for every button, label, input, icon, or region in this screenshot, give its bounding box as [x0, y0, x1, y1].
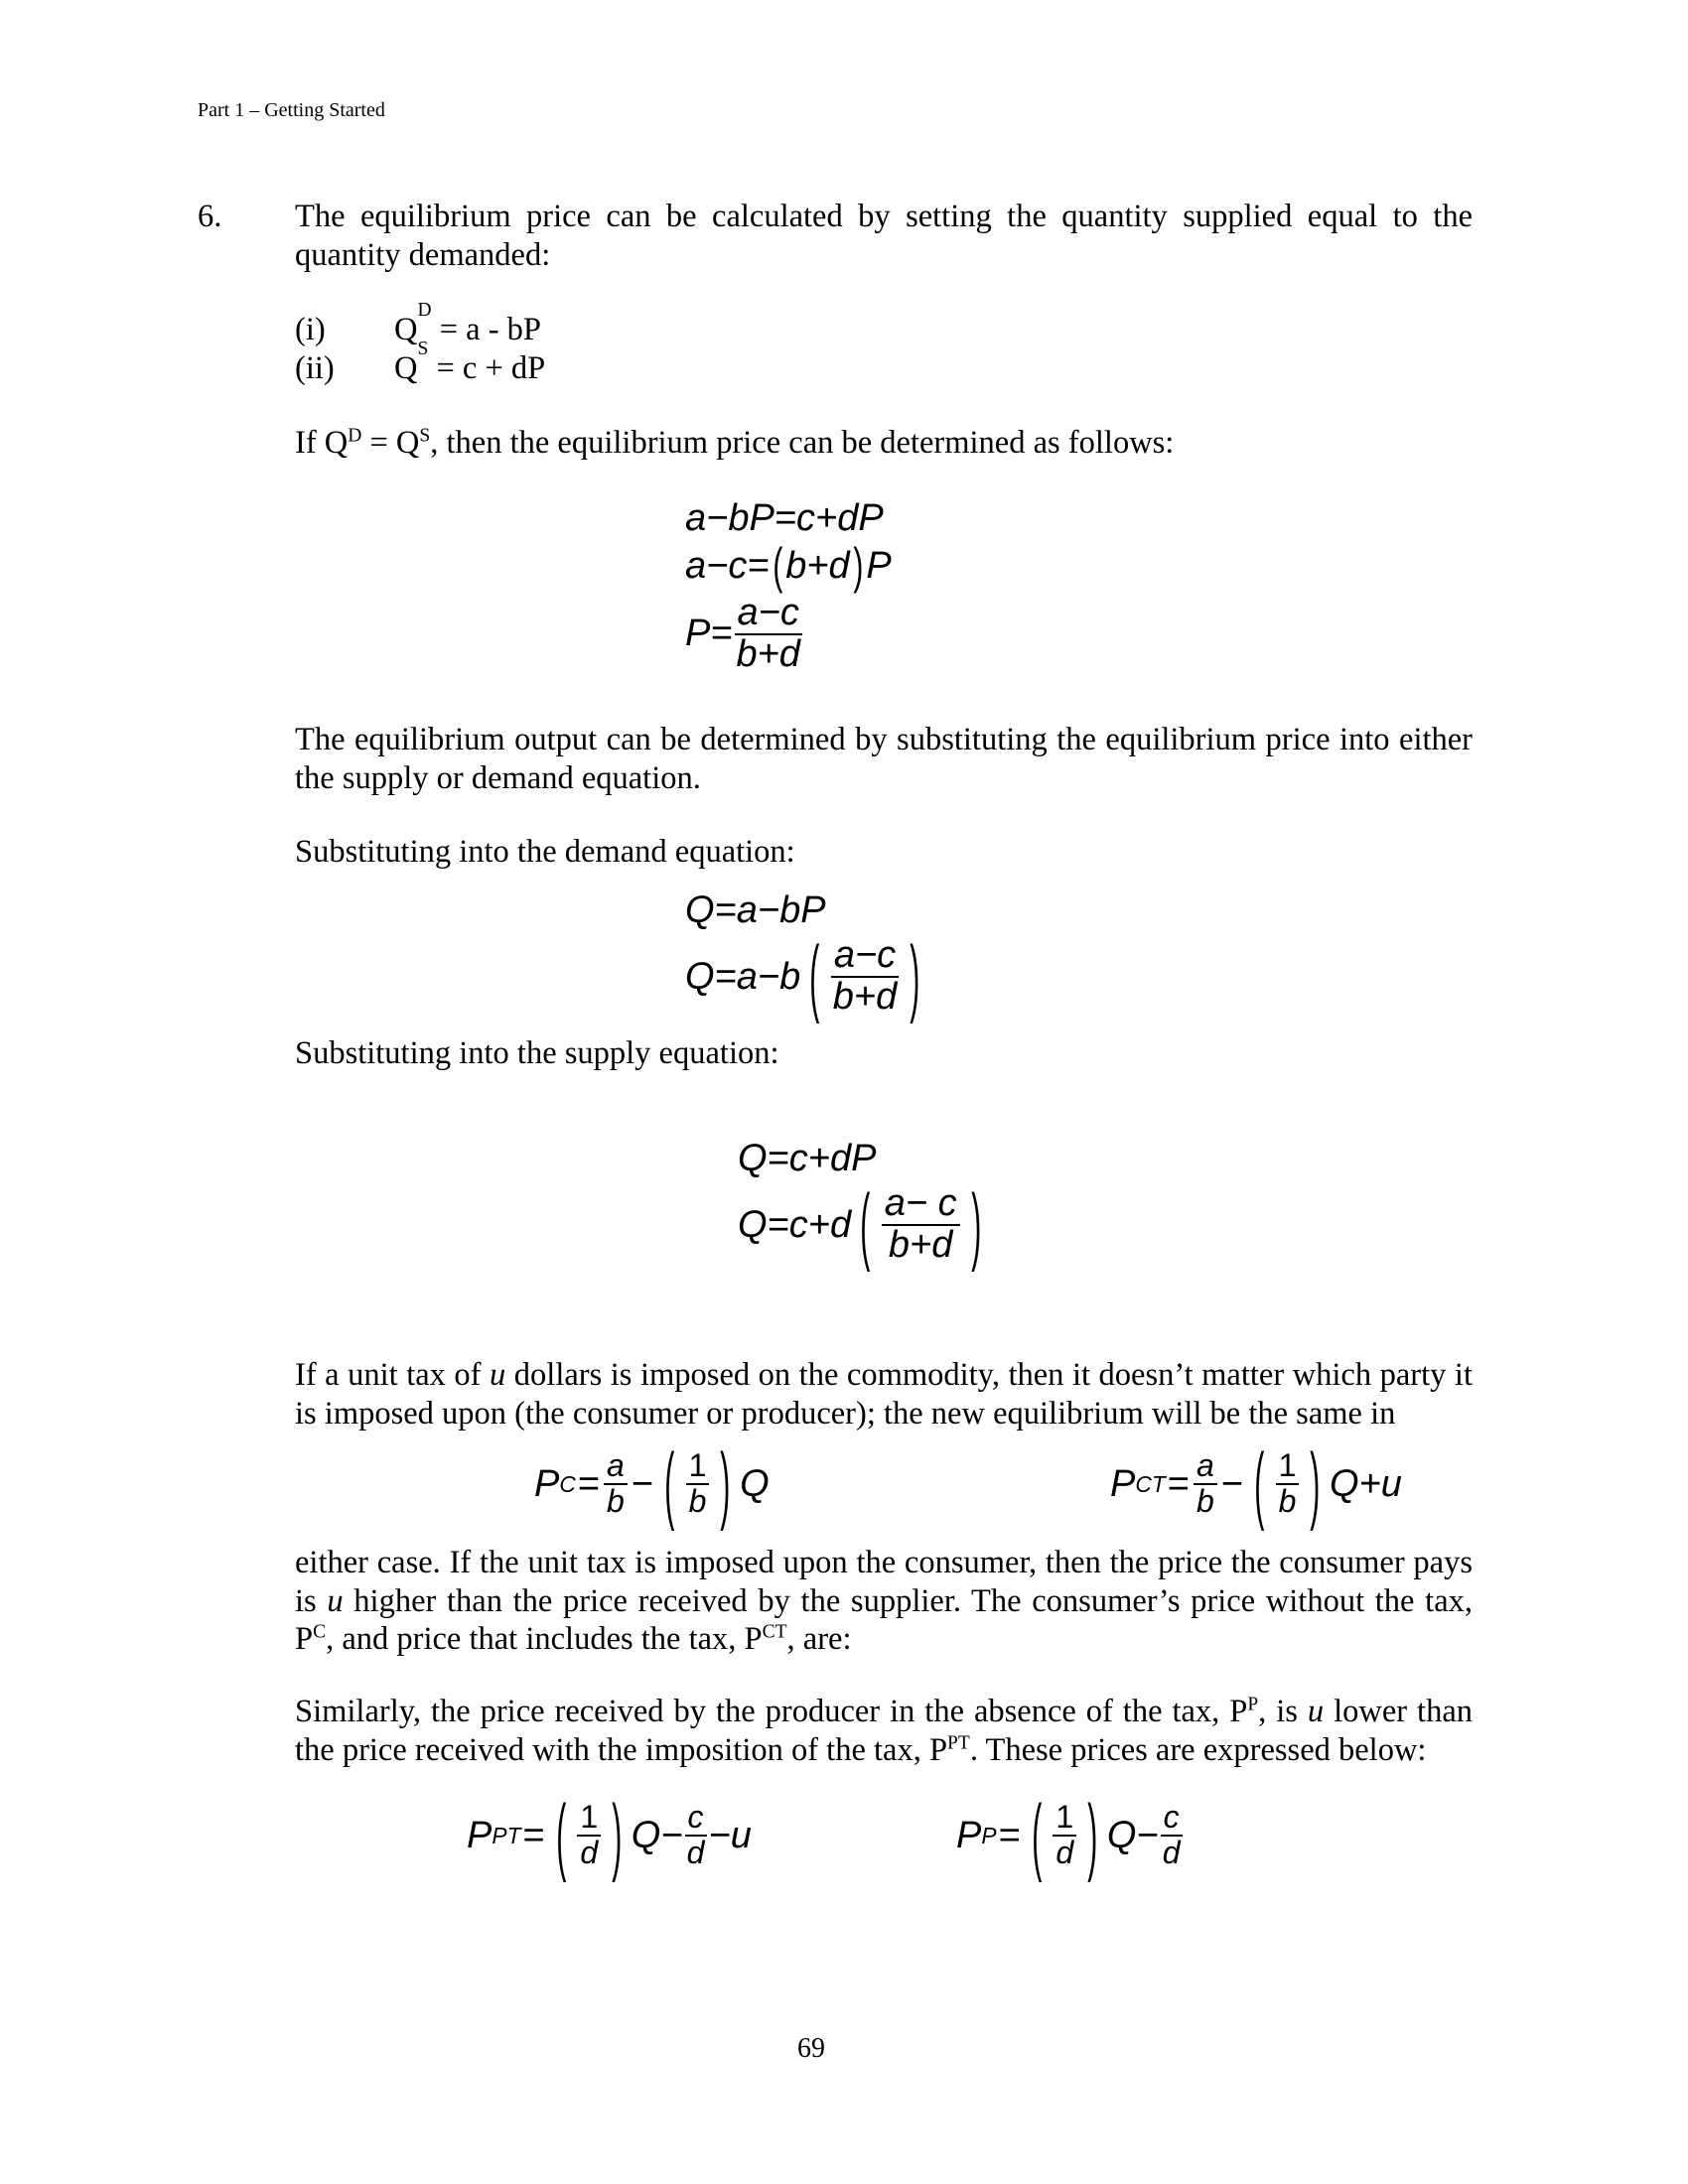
eq-line-2 [685, 538, 892, 594]
sup: C [559, 1470, 576, 1497]
rhs: = a - bP [431, 312, 541, 347]
eq-line-1: Q=c+dP [738, 1137, 877, 1179]
eq-line-3 [685, 594, 892, 675]
t: = [1167, 1462, 1190, 1505]
t: , are: [786, 1621, 852, 1658]
t: −u [708, 1814, 752, 1856]
t: P [1110, 1462, 1136, 1505]
supply-heading: Substituting into the supply equation: [295, 1035, 779, 1071]
fraction [1053, 1801, 1076, 1869]
denominator: d [1162, 1835, 1181, 1870]
q: Q [394, 349, 418, 386]
t: Q=c+d [738, 1203, 852, 1246]
fraction [604, 1449, 628, 1518]
paren: ) [910, 929, 920, 1024]
rhs: = c + dP [428, 349, 546, 386]
paren: ( [860, 1177, 871, 1273]
demand-heading: Substituting into the demand equation: [295, 834, 795, 870]
paren: ( [556, 1788, 567, 1883]
paren: ) [970, 1177, 981, 1273]
u: u [327, 1582, 344, 1619]
sup: PT [947, 1731, 970, 1753]
numerator: 1 [1276, 1449, 1300, 1485]
t: Similarly, the price received by the producer in the absence of the tax, P [295, 1694, 1248, 1729]
eq-line-2 [685, 929, 929, 1024]
t: b+d [785, 544, 850, 587]
t: P [956, 1814, 982, 1856]
t: − [631, 1462, 654, 1505]
fraction [686, 1449, 710, 1518]
denominator: b+d [888, 1224, 953, 1266]
supply-equation [738, 1135, 990, 1273]
denominator: b+d [736, 632, 800, 675]
u: u [490, 1357, 506, 1393]
equation-list [295, 300, 546, 387]
numerator: a [604, 1449, 628, 1485]
intro-paragraph: The equilibrium price can be calculated by setting the quantity supplied equal to the quantity demanded: [295, 199, 1473, 273]
numerator: c [685, 1801, 707, 1837]
if-equal-line [295, 424, 1174, 463]
t: a−c= [685, 544, 770, 587]
paren: ( [664, 1436, 675, 1532]
running-header: Part 1 – Getting Started [198, 99, 385, 121]
sup: S [417, 338, 429, 359]
fraction [1194, 1449, 1217, 1518]
paren: ( [1032, 1788, 1043, 1883]
price-derivation [685, 494, 892, 675]
t: P [467, 1814, 492, 1856]
item-number: 6. [198, 199, 222, 234]
t: , is [1258, 1694, 1308, 1729]
t: . These prices are expressed below: [969, 1731, 1427, 1768]
denominator: b+d [832, 976, 898, 1018]
fraction [577, 1801, 601, 1869]
sup: P [981, 1822, 997, 1848]
fraction [1161, 1801, 1183, 1869]
t: P [866, 544, 892, 587]
denominator: b [688, 1483, 707, 1519]
eq-line-1: a−bP=c+dP [685, 496, 884, 539]
pp-equation [956, 1788, 1185, 1883]
t: Q [740, 1462, 770, 1505]
t: = Q [361, 425, 420, 461]
paren: ( [1254, 1436, 1265, 1532]
eq-line-2 [738, 1177, 990, 1273]
t: Q+u [1330, 1462, 1402, 1505]
t: − [1220, 1462, 1243, 1505]
t: D [348, 425, 362, 447]
sup: D [417, 300, 432, 321]
fraction [831, 936, 899, 1018]
fraction [882, 1184, 960, 1266]
t: either case. If the unit tax is imposed upon the consumer, then the price the consumer pays is [295, 1545, 1473, 1619]
paren: ( [809, 929, 820, 1024]
q: Q [394, 312, 418, 347]
numerator: 1 [1053, 1801, 1076, 1837]
fraction [735, 594, 802, 675]
denominator: d [686, 1835, 705, 1870]
denominator: b [1196, 1483, 1214, 1519]
output-paragraph: The equilibrium output can be determined by substituting the equilibrium price into either the supply or demand equation. [295, 722, 1473, 796]
consumer-paragraph [295, 1544, 1473, 1659]
t: P [534, 1462, 560, 1505]
t: , then the equilibrium price can be determined as follows: [430, 425, 1175, 461]
denominator: d [580, 1835, 599, 1870]
denominator: d [1055, 1835, 1074, 1870]
ppt-equation [467, 1788, 752, 1883]
denominator: b [1278, 1483, 1297, 1519]
t: , and price that includes the tax, P [326, 1621, 763, 1658]
page-number: 69 [797, 2033, 825, 2064]
paren: ) [852, 538, 863, 594]
t: lower than the price received with the imposition of the tax, P [295, 1694, 1473, 1768]
numerator: a−c [735, 594, 802, 635]
producer-paragraph [295, 1693, 1473, 1769]
t: higher than the price received by the supplier. The consumer’s price without the tax, P [295, 1582, 1473, 1658]
t: Q=a−b [685, 955, 801, 998]
t: Q− [1106, 1814, 1159, 1856]
demand-equation [685, 887, 929, 1024]
numerator: c [1161, 1801, 1183, 1837]
sup: P [1247, 1694, 1259, 1715]
sup: PT [492, 1822, 521, 1848]
fraction [685, 1801, 707, 1869]
tax-paragraph [295, 1356, 1473, 1433]
label: (ii) [295, 349, 335, 386]
numerator: a− c [882, 1184, 960, 1226]
t: = [998, 1814, 1021, 1856]
t: If Q [295, 425, 349, 461]
t: S [419, 425, 431, 447]
eq-line-1: Q=a−bP [685, 888, 826, 931]
pc-equation [534, 1436, 770, 1532]
sup: C [313, 1621, 327, 1643]
numerator: a [1194, 1449, 1217, 1485]
equation-ii [295, 338, 546, 388]
paren: ) [1310, 1436, 1321, 1532]
t: = [577, 1462, 601, 1505]
paren: ( [772, 538, 782, 594]
sup: CT [762, 1621, 787, 1643]
paren: ) [720, 1436, 731, 1532]
label: (i) [295, 312, 326, 347]
numerator: 1 [686, 1449, 710, 1485]
numerator: 1 [577, 1801, 601, 1837]
t: dollars is imposed on the commodity, then it doesn’t matter which party it is imposed upon (the consumer or producer); the new equilibrium will be the same in [295, 1357, 1473, 1432]
t: P= [685, 613, 733, 655]
numerator: a−c [831, 936, 899, 978]
paren: ) [612, 1788, 623, 1883]
pct-equation [1110, 1436, 1402, 1532]
fraction [1276, 1449, 1300, 1518]
sup: CT [1135, 1470, 1166, 1497]
t: If a unit tax of [295, 1357, 491, 1393]
t: = [522, 1814, 545, 1856]
paren: ) [1087, 1788, 1098, 1883]
t: Q− [631, 1814, 683, 1856]
u: u [1307, 1694, 1325, 1729]
denominator: b [607, 1483, 625, 1519]
